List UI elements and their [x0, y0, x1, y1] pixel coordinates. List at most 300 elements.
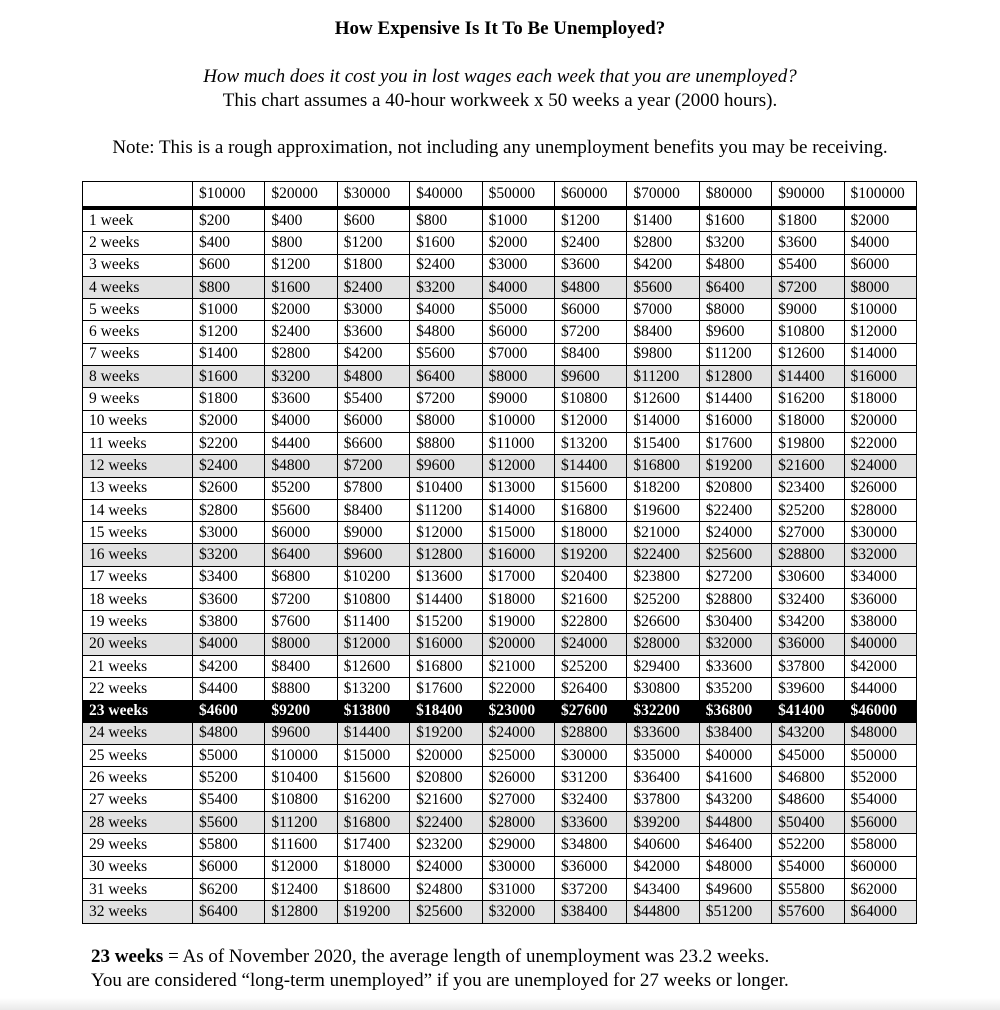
lost-wage-cell: $62000 [844, 878, 916, 900]
lost-wage-cell: $42000 [844, 655, 916, 677]
lost-wage-cell: $7200 [337, 455, 409, 477]
lost-wage-cell: $38000 [844, 611, 916, 633]
lost-wage-cell: $24000 [554, 633, 626, 655]
lost-wage-cell: $19000 [482, 611, 554, 633]
salary-header-cell: $60000 [554, 182, 626, 209]
week-label-cell: 25 weeks [83, 745, 193, 767]
lost-wage-cell: $2200 [193, 432, 265, 454]
lost-wage-cell: $25200 [627, 589, 699, 611]
lost-wage-cell: $4200 [337, 343, 409, 365]
lost-wage-cell: $4800 [410, 321, 482, 343]
lost-wage-cell: $3400 [193, 566, 265, 588]
lost-wage-cell: $13200 [554, 432, 626, 454]
week-label-cell: 17 weeks [83, 566, 193, 588]
lost-wage-cell: $17400 [337, 834, 409, 856]
lost-wage-cell: $16800 [410, 655, 482, 677]
lost-wage-cell: $400 [265, 208, 337, 232]
week-label-cell: 15 weeks [83, 522, 193, 544]
table-row [83, 544, 917, 566]
lost-wage-cell: $4800 [265, 455, 337, 477]
lost-wage-cell: $8400 [627, 321, 699, 343]
lost-wage-cell: $40000 [844, 633, 916, 655]
subtitle-assumption: This chart assumes a 40-hour workweek x 50 weeks a year (2000 hours). [222, 90, 778, 111]
lost-wage-cell: $3200 [410, 276, 482, 298]
lost-wage-cell: $28000 [482, 812, 554, 834]
lost-wage-cell: $34800 [554, 834, 626, 856]
lost-wage-cell: $4000 [482, 276, 554, 298]
lost-wage-cell: $400 [193, 232, 265, 254]
week-label-cell: 9 weeks [83, 388, 193, 410]
lost-wage-cell: $28000 [627, 633, 699, 655]
week-label-cell: 21 weeks [83, 655, 193, 677]
lost-wage-cell: $37800 [772, 655, 844, 677]
week-label-cell: 20 weeks [83, 633, 193, 655]
lost-wage-cell: $4800 [337, 366, 409, 388]
lost-wage-cell: $2000 [482, 232, 554, 254]
week-label-cell: 12 weeks [83, 455, 193, 477]
lost-wage-cell: $18400 [410, 700, 482, 722]
lost-wage-cell: $1400 [193, 343, 265, 365]
lost-wage-cell: $12000 [554, 410, 626, 432]
lost-wage-cell: $39200 [627, 812, 699, 834]
lost-wage-cell: $1600 [410, 232, 482, 254]
lost-wage-cell: $20400 [554, 566, 626, 588]
table-row [83, 611, 917, 633]
table-body [83, 208, 917, 923]
lost-wage-cell: $3000 [193, 522, 265, 544]
approximation-note: Note: This is a rough approximation, not including any unemployment benefits you may be receiving. [112, 137, 888, 158]
lost-wage-cell: $15200 [410, 611, 482, 633]
week-label-cell: 7 weeks [83, 343, 193, 365]
lost-wage-cell: $11000 [482, 432, 554, 454]
lost-wage-cell: $39600 [772, 678, 844, 700]
lost-wage-cell: $30400 [699, 611, 771, 633]
table-row [83, 856, 917, 878]
table-row [83, 499, 917, 521]
lost-wage-cell: $40000 [699, 745, 771, 767]
lost-wage-cell: $11600 [265, 834, 337, 856]
lost-wage-cell: $25200 [554, 655, 626, 677]
footer-bold-lead: 23 weeks [91, 946, 164, 967]
lost-wage-cell: $10000 [844, 299, 916, 321]
salary-header-cell: $80000 [699, 182, 771, 209]
lost-wage-cell: $18200 [627, 477, 699, 499]
footer-average-note [91, 946, 769, 968]
lost-wage-cell: $800 [410, 208, 482, 232]
table-row [83, 722, 917, 744]
lost-wage-cell: $9600 [410, 455, 482, 477]
table-row [83, 366, 917, 388]
week-label-cell: 26 weeks [83, 767, 193, 789]
lost-wage-cell: $1800 [337, 254, 409, 276]
lost-wage-cell: $3600 [554, 254, 626, 276]
lost-wage-cell: $4200 [627, 254, 699, 276]
lost-wage-cell: $2800 [627, 232, 699, 254]
table-row [83, 455, 917, 477]
lost-wage-cell: $28000 [844, 499, 916, 521]
lost-wage-cell: $44000 [844, 678, 916, 700]
lost-wage-cell: $10200 [337, 566, 409, 588]
lost-wage-cell: $16200 [772, 388, 844, 410]
table-row [83, 834, 917, 856]
lost-wage-cell: $31000 [482, 878, 554, 900]
salary-header-cell: $40000 [410, 182, 482, 209]
salary-header-cell: $100000 [844, 182, 916, 209]
lost-wage-cell: $12000 [482, 455, 554, 477]
lost-wage-cell: $2800 [265, 343, 337, 365]
week-label-cell: 3 weeks [83, 254, 193, 276]
lost-wage-cell: $36400 [627, 767, 699, 789]
lost-wage-cell: $20800 [410, 767, 482, 789]
lost-wage-cell: $21000 [482, 655, 554, 677]
lost-wage-cell: $54000 [772, 856, 844, 878]
week-label-cell: 2 weeks [83, 232, 193, 254]
lost-wage-cell: $11400 [337, 611, 409, 633]
lost-wage-cell: $8800 [410, 432, 482, 454]
lost-wage-cell: $48000 [699, 856, 771, 878]
lost-wage-cell: $10800 [337, 589, 409, 611]
salary-header-cell: $70000 [627, 182, 699, 209]
salary-header-cell: $30000 [337, 182, 409, 209]
lost-wage-cell: $19800 [772, 432, 844, 454]
lost-wage-cell: $18000 [772, 410, 844, 432]
lost-wage-cell: $4800 [699, 254, 771, 276]
lost-wage-cell: $41400 [772, 700, 844, 722]
lost-wage-cell: $6000 [482, 321, 554, 343]
lost-wage-cell: $8000 [265, 633, 337, 655]
lost-wage-cell: $16000 [482, 544, 554, 566]
lost-wage-cell: $12000 [265, 856, 337, 878]
week-label-cell: 1 week [83, 208, 193, 232]
lost-wage-cell: $27600 [554, 700, 626, 722]
lost-wage-cell: $13600 [410, 566, 482, 588]
lost-wage-cell: $9000 [337, 522, 409, 544]
lost-wage-cell: $7200 [554, 321, 626, 343]
lost-wage-cell: $4000 [844, 232, 916, 254]
footer-long-term-note: You are considered “long-term unemployed” if you are unemployed for 27 weeks or longer. [91, 970, 789, 991]
lost-wage-cell: $52000 [844, 767, 916, 789]
lost-wage-cell: $27000 [482, 789, 554, 811]
lost-wage-cell: $4400 [265, 432, 337, 454]
table-row [83, 789, 917, 811]
lost-wage-cell: $32200 [627, 700, 699, 722]
lost-wage-cell: $7200 [265, 589, 337, 611]
lost-wage-cell: $6600 [337, 432, 409, 454]
lost-wage-cell: $19200 [337, 901, 409, 923]
lost-wage-cell: $10800 [554, 388, 626, 410]
lost-wage-cell: $30000 [844, 522, 916, 544]
lost-wage-cell: $24000 [482, 722, 554, 744]
lost-wage-cell: $45000 [772, 745, 844, 767]
lost-wage-cell: $2800 [193, 499, 265, 521]
lost-wage-cell: $12600 [772, 343, 844, 365]
lost-wage-cell: $17600 [410, 678, 482, 700]
lost-wage-cell: $19200 [554, 544, 626, 566]
week-label-cell: 23 weeks [83, 700, 193, 722]
lost-wage-cell: $13200 [337, 678, 409, 700]
table-row [83, 812, 917, 834]
lost-wage-cell: $16000 [844, 366, 916, 388]
table-row [83, 700, 917, 722]
lost-wage-cell: $9600 [337, 544, 409, 566]
lost-wage-cell: $26600 [627, 611, 699, 633]
lost-wage-cell: $36800 [699, 700, 771, 722]
lost-wage-cell: $9600 [699, 321, 771, 343]
lost-wage-cell: $3600 [337, 321, 409, 343]
lost-wage-cell: $21600 [554, 589, 626, 611]
lost-wage-cell: $3000 [337, 299, 409, 321]
lost-wage-cell: $18000 [554, 522, 626, 544]
lost-wage-cell: $46000 [844, 700, 916, 722]
lost-wage-cell: $9600 [265, 722, 337, 744]
lost-wage-cell: $2000 [193, 410, 265, 432]
lost-wage-cell: $5400 [772, 254, 844, 276]
lost-wage-cell: $28800 [554, 722, 626, 744]
lost-wage-cell: $24000 [699, 522, 771, 544]
lost-wage-cell: $18600 [337, 878, 409, 900]
lost-wage-cell: $23800 [627, 566, 699, 588]
lost-wage-cell: $30600 [772, 566, 844, 588]
lost-wage-cell: $49600 [699, 878, 771, 900]
lost-wage-cell: $16200 [337, 789, 409, 811]
table-row [83, 299, 917, 321]
lost-wage-cell: $6000 [193, 856, 265, 878]
week-label-cell: 18 weeks [83, 589, 193, 611]
lost-wage-cell: $28800 [699, 589, 771, 611]
lost-wage-cell: $12600 [337, 655, 409, 677]
page-title: How Expensive Is It To Be Unemployed? [334, 18, 666, 39]
lost-wage-cell: $46400 [699, 834, 771, 856]
lost-wage-cell: $27000 [772, 522, 844, 544]
lost-wage-cell: $22400 [699, 499, 771, 521]
lost-wage-cell: $5200 [265, 477, 337, 499]
table-row [83, 566, 917, 588]
lost-wage-cell: $64000 [844, 901, 916, 923]
lost-wage-cell: $9000 [772, 299, 844, 321]
week-label-cell: 8 weeks [83, 366, 193, 388]
lost-wage-cell: $52200 [772, 834, 844, 856]
lost-wage-cell: $33600 [699, 655, 771, 677]
salary-header-cell: $50000 [482, 182, 554, 209]
lost-wage-cell: $2400 [337, 276, 409, 298]
table-row [83, 208, 917, 232]
lost-wage-cell: $200 [193, 208, 265, 232]
week-label-cell: 30 weeks [83, 856, 193, 878]
table-row [83, 522, 917, 544]
lost-wage-cell: $8800 [265, 678, 337, 700]
lost-wage-cell: $6800 [265, 566, 337, 588]
lost-wage-cell: $6000 [337, 410, 409, 432]
lost-wage-cell: $46800 [772, 767, 844, 789]
lost-wage-cell: $18000 [337, 856, 409, 878]
lost-wage-cell: $48000 [844, 722, 916, 744]
lost-wage-cell: $48600 [772, 789, 844, 811]
lost-wage-cell: $16000 [699, 410, 771, 432]
lost-wage-cell: $40600 [627, 834, 699, 856]
lost-wage-cell: $7200 [772, 276, 844, 298]
unemployment-cost-table [82, 181, 917, 924]
table-row [83, 343, 917, 365]
lost-wage-cell: $32000 [482, 901, 554, 923]
lost-wage-cell: $4800 [193, 722, 265, 744]
lost-wage-cell: $5600 [193, 812, 265, 834]
page-bottom-edge [0, 998, 1000, 1010]
lost-wage-cell: $36000 [554, 856, 626, 878]
lost-wage-cell: $23000 [482, 700, 554, 722]
lost-wage-cell: $3200 [699, 232, 771, 254]
table-row [83, 477, 917, 499]
lost-wage-cell: $32000 [699, 633, 771, 655]
table-row [83, 767, 917, 789]
lost-wage-cell: $50000 [844, 745, 916, 767]
lost-wage-cell: $4400 [193, 678, 265, 700]
table-row [83, 901, 917, 923]
lost-wage-cell: $33600 [554, 812, 626, 834]
lost-wage-cell: $1400 [627, 208, 699, 232]
lost-wage-cell: $8400 [265, 655, 337, 677]
lost-wage-cell: $50400 [772, 812, 844, 834]
lost-wage-cell: $5400 [193, 789, 265, 811]
lost-wage-cell: $26400 [554, 678, 626, 700]
lost-wage-cell: $6000 [265, 522, 337, 544]
lost-wage-cell: $4200 [193, 655, 265, 677]
lost-wage-cell: $10800 [265, 789, 337, 811]
lost-wage-cell: $1600 [265, 276, 337, 298]
lost-wage-cell: $8000 [482, 366, 554, 388]
lost-wage-cell: $1000 [193, 299, 265, 321]
lost-wage-cell: $1800 [193, 388, 265, 410]
lost-wage-cell: $6200 [193, 878, 265, 900]
week-label-cell: 19 weeks [83, 611, 193, 633]
lost-wage-cell: $15400 [627, 432, 699, 454]
lost-wage-cell: $14000 [844, 343, 916, 365]
lost-wage-cell: $17600 [699, 432, 771, 454]
lost-wage-cell: $7000 [482, 343, 554, 365]
table-row [83, 321, 917, 343]
lost-wage-cell: $21600 [410, 789, 482, 811]
lost-wage-cell: $37800 [627, 789, 699, 811]
lost-wage-cell: $8400 [337, 499, 409, 521]
lost-wage-cell: $20800 [699, 477, 771, 499]
lost-wage-cell: $18000 [844, 388, 916, 410]
lost-wage-cell: $7800 [337, 477, 409, 499]
lost-wage-cell: $32000 [844, 544, 916, 566]
lost-wage-cell: $8000 [844, 276, 916, 298]
week-label-cell: 22 weeks [83, 678, 193, 700]
lost-wage-cell: $1200 [337, 232, 409, 254]
lost-wage-cell: $43200 [772, 722, 844, 744]
week-label-cell: 14 weeks [83, 499, 193, 521]
lost-wage-cell: $600 [337, 208, 409, 232]
lost-wage-cell: $6000 [554, 299, 626, 321]
lost-wage-cell: $11200 [410, 499, 482, 521]
lost-wage-cell: $18000 [482, 589, 554, 611]
lost-wage-cell: $24000 [410, 856, 482, 878]
lost-wage-cell: $5200 [193, 767, 265, 789]
lost-wage-cell: $4800 [554, 276, 626, 298]
week-label-cell: 32 weeks [83, 901, 193, 923]
lost-wage-cell: $16800 [627, 455, 699, 477]
lost-wage-cell: $60000 [844, 856, 916, 878]
footer-line1-text: = As of November 2020, the average length of unemployment was 23.2 weeks. [163, 946, 770, 967]
lost-wage-cell: $10000 [265, 745, 337, 767]
lost-wage-cell: $8000 [410, 410, 482, 432]
lost-wage-cell: $19600 [627, 499, 699, 521]
lost-wage-cell: $5600 [265, 499, 337, 521]
lost-wage-cell: $15600 [554, 477, 626, 499]
lost-wage-cell: $28800 [772, 544, 844, 566]
lost-wage-cell: $10400 [410, 477, 482, 499]
table-row [83, 745, 917, 767]
lost-wage-cell: $23400 [772, 477, 844, 499]
lost-wage-cell: $1600 [193, 366, 265, 388]
lost-wage-cell: $8000 [699, 299, 771, 321]
lost-wage-cell: $25600 [699, 544, 771, 566]
lost-wage-cell: $21000 [627, 522, 699, 544]
lost-wage-cell: $800 [193, 276, 265, 298]
lost-wage-cell: $1600 [699, 208, 771, 232]
lost-wage-cell: $31200 [554, 767, 626, 789]
lost-wage-cell: $8400 [554, 343, 626, 365]
lost-wage-cell: $44800 [699, 812, 771, 834]
table-row [83, 388, 917, 410]
lost-wage-cell: $15000 [482, 522, 554, 544]
week-label-cell: 24 weeks [83, 722, 193, 744]
lost-wage-cell: $36000 [772, 633, 844, 655]
table-row [83, 655, 917, 677]
lost-wage-cell: $12000 [337, 633, 409, 655]
lost-wage-cell: $11200 [265, 812, 337, 834]
lost-wage-cell: $12800 [265, 901, 337, 923]
lost-wage-cell: $16800 [337, 812, 409, 834]
table-row [83, 878, 917, 900]
week-label-cell: 27 weeks [83, 789, 193, 811]
lost-wage-cell: $22400 [410, 812, 482, 834]
lost-wage-cell: $7000 [627, 299, 699, 321]
lost-wage-cell: $30800 [627, 678, 699, 700]
lost-wage-cell: $14400 [410, 589, 482, 611]
lost-wage-cell: $5400 [337, 388, 409, 410]
lost-wage-cell: $12800 [410, 544, 482, 566]
lost-wage-cell: $22000 [482, 678, 554, 700]
week-label-cell: 29 weeks [83, 834, 193, 856]
lost-wage-cell: $29400 [627, 655, 699, 677]
salary-header-cell: $90000 [772, 182, 844, 209]
lost-wage-cell: $35000 [627, 745, 699, 767]
week-label-cell: 13 weeks [83, 477, 193, 499]
lost-wage-cell: $14400 [772, 366, 844, 388]
lost-wage-cell: $30000 [482, 856, 554, 878]
week-label-cell: 31 weeks [83, 878, 193, 900]
lost-wage-cell: $6400 [193, 901, 265, 923]
lost-wage-cell: $19200 [699, 455, 771, 477]
lost-wage-cell: $34000 [844, 566, 916, 588]
lost-wage-cell: $26000 [482, 767, 554, 789]
lost-wage-cell: $2000 [844, 208, 916, 232]
lost-wage-cell: $32400 [772, 589, 844, 611]
lost-wage-cell: $4000 [193, 633, 265, 655]
lost-wage-cell: $19200 [410, 722, 482, 744]
lost-wage-cell: $56000 [844, 812, 916, 834]
lost-wage-cell: $3200 [265, 366, 337, 388]
lost-wage-cell: $3600 [772, 232, 844, 254]
lost-wage-cell: $16800 [554, 499, 626, 521]
lost-wage-cell: $600 [193, 254, 265, 276]
table-row [83, 410, 917, 432]
lost-wage-cell: $3200 [193, 544, 265, 566]
lost-wage-cell: $30000 [554, 745, 626, 767]
lost-wage-cell: $16000 [410, 633, 482, 655]
